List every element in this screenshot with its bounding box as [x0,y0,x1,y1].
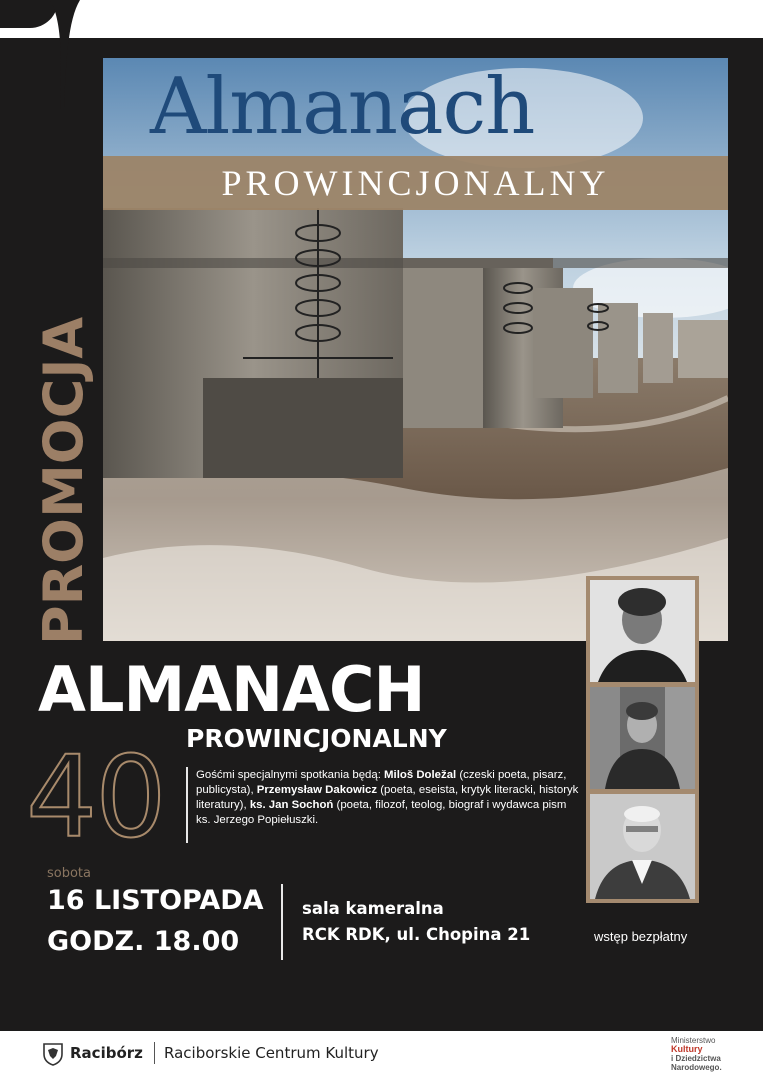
guest-photo [590,794,695,899]
guest-name: Przemysław Dakowicz [256,784,378,796]
ministry-line: Narodowego. [671,1063,722,1072]
guest-description: (czeski poeta, pisarz, publicysta), [196,769,567,796]
divider-line [186,767,188,843]
issue-number: 40 [26,733,165,863]
admission-note: wstęp bezpłatny [594,929,688,944]
magazine-subtitle: PROWINCJONALNY [221,163,610,203]
city-crest-icon [42,1042,64,1066]
magazine-title: Almanach [150,62,535,152]
venue-address: RCK RDK, ul. Chopina 21 [302,925,531,944]
event-title: ALMANACH [38,653,425,726]
guest-photo [590,580,695,682]
top-white-strip [0,0,763,38]
promotion-label: PROMOCJA [32,316,95,645]
event-day: sobota [47,866,91,881]
divider-line [281,884,283,960]
guest-photo [590,687,695,789]
footer-organizer: Raciborskie Centrum Kultury [164,1044,379,1062]
ministry-line: Kultury [671,1044,703,1054]
venue-room: sala kameralna [302,899,444,918]
footer-city: Racibórz [70,1044,143,1062]
ministry-logo [671,1036,751,1072]
decorative-swoosh [48,0,82,110]
guest-description: (poeta, eseista, krytyk literacki, historyk literatury), [196,784,579,811]
ministry-line: Ministerstwo [671,1036,716,1045]
guests-text [196,768,581,828]
event-subtitle: PROWINCJONALNY [186,724,447,753]
guest-name: ks. Jan Sochoń [249,799,334,811]
ministry-line: i Dziedzictwa [671,1054,721,1063]
guest-portraits [586,576,699,903]
guest-description: (poeta, filozof, teolog, biograf i wydawca pism ks. Jerzego Popiełuszki. [196,799,567,826]
guest-name: Miloš Doležal [384,769,457,781]
guests-intro: Gośćmi specjalnymi spotkania będą: [196,769,385,781]
event-time: GODZ. 18.00 [47,926,240,957]
event-date: 16 LISTOPADA [47,885,264,916]
footer-divider [154,1042,155,1064]
